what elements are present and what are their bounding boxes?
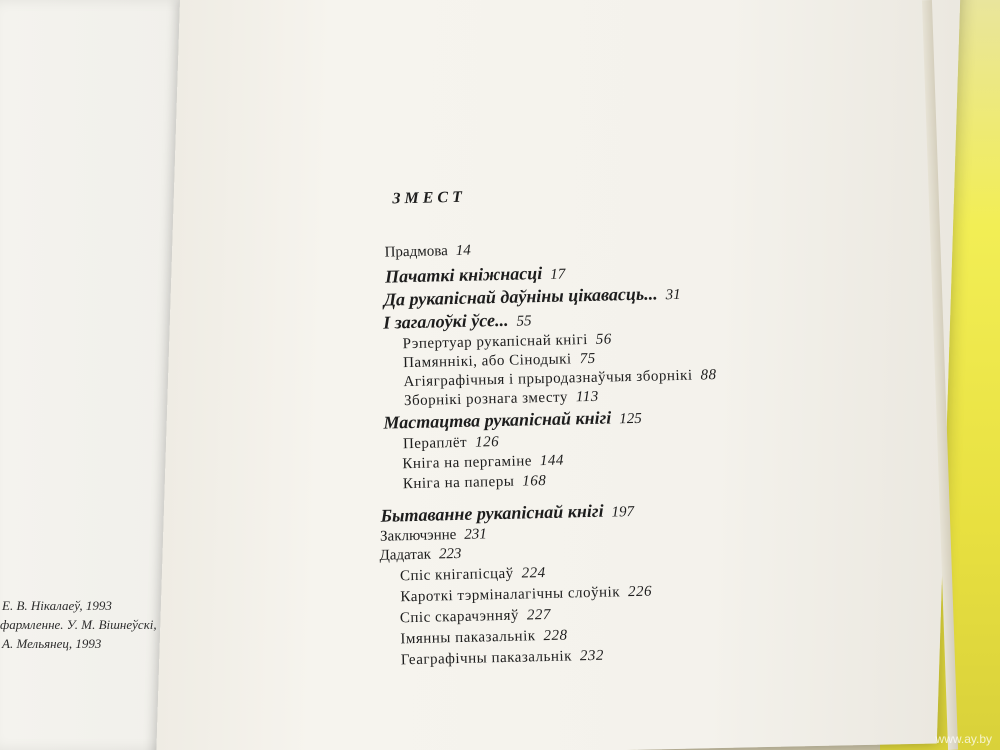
toc-entry-text: Рэпертуар рукапіснай кнігі bbox=[402, 331, 588, 353]
toc-entry-text: Агіяграфічныя і прыродазнаўчыя зборнікі bbox=[403, 367, 693, 391]
toc-entry-page: 113 bbox=[575, 388, 599, 406]
toc-entry-page: 197 bbox=[611, 503, 635, 521]
toc-entry-text: Да рукапіснай даўніны цікавасць... bbox=[383, 283, 658, 310]
toc-entry-page: 88 bbox=[700, 367, 717, 384]
toc-entry-page: 227 bbox=[526, 606, 552, 624]
toc-entry-page: 224 bbox=[521, 565, 546, 582]
toc-entry bbox=[404, 389, 599, 410]
toc-entry-text: Памяннікі, або Сінодыкі bbox=[402, 351, 572, 372]
toc-entry-text: Дадатак bbox=[379, 546, 432, 564]
toc-entry bbox=[402, 453, 564, 474]
toc-entry-page: 226 bbox=[627, 583, 653, 601]
toc-entry bbox=[383, 283, 680, 311]
toc-entry-text: Прадмова bbox=[384, 243, 448, 261]
toc-entry-page: 31 bbox=[665, 286, 681, 304]
toc-entry bbox=[379, 546, 461, 565]
toc-entry bbox=[380, 500, 634, 527]
toc-entry-text: Кароткі тэрміналагічны слоўнік bbox=[400, 584, 621, 606]
toc-entry-page: 17 bbox=[550, 266, 566, 283]
toc-entry-page: 55 bbox=[516, 313, 532, 330]
toc-entry bbox=[400, 628, 568, 649]
toc-entry bbox=[384, 243, 471, 262]
toc-entry bbox=[385, 262, 566, 287]
credit-line: А. Мельянец, 1993 bbox=[2, 636, 102, 651]
toc-entry bbox=[383, 407, 642, 434]
toc-entry bbox=[403, 331, 612, 353]
toc-entry-page: 14 bbox=[455, 242, 471, 259]
toc-entry-page: 144 bbox=[539, 452, 565, 470]
toc-entry-text: Зборнікі рознага зместу bbox=[403, 389, 569, 410]
toc-entry-text: Пачаткі кніжнасці bbox=[384, 263, 543, 287]
toc-entry bbox=[400, 607, 551, 627]
toc-entry-text: Геаграфічны паказальнік bbox=[400, 648, 573, 669]
toc-entry-page: 232 bbox=[579, 647, 605, 665]
toc-entry-text: Імянны паказальнік bbox=[400, 628, 536, 648]
toc-entry-page: 223 bbox=[438, 545, 462, 563]
toc-entry-page: 56 bbox=[595, 331, 612, 348]
credit-line: фармленне. У. М. Вішнеўскі, bbox=[0, 617, 157, 632]
toc-entry-page: 75 bbox=[579, 350, 596, 368]
toc-entry-text: Бытаванне рукапіснай кнігі bbox=[380, 500, 604, 526]
toc-entry bbox=[403, 351, 596, 372]
toc-title: ЗМЕСТ bbox=[392, 188, 467, 208]
toc-entry-page: 126 bbox=[474, 434, 500, 451]
toc-entry bbox=[403, 434, 500, 453]
credit-line: Е. В. Нікалаеў, 1993 bbox=[2, 598, 112, 613]
toc-entry-text: Спіс кнігапісцаў bbox=[399, 565, 514, 585]
toc-entry-page: 231 bbox=[464, 526, 488, 543]
toc-entry bbox=[380, 526, 487, 545]
toc-entry-text: Кніга на пергаміне bbox=[402, 453, 533, 473]
toc-entry-text: Спіс скарачэнняў bbox=[399, 607, 520, 627]
toc-entry-page: 228 bbox=[543, 627, 568, 645]
toc-entry-text: Мастацтва рукапіснай кнігі bbox=[383, 407, 612, 433]
toc-entry-text: Кніга на паперы bbox=[402, 473, 515, 493]
watermark: www.ay.by bbox=[935, 732, 992, 746]
toc-entry bbox=[400, 565, 546, 585]
toc-entry bbox=[400, 584, 652, 607]
toc-entry bbox=[383, 309, 532, 333]
toc-entry-text: Заключэнне bbox=[379, 527, 457, 545]
toc-entry-text: І загалоўкі ўсе... bbox=[382, 309, 509, 333]
toc-entry-page: 125 bbox=[619, 410, 643, 428]
toc-entry-page: 168 bbox=[522, 472, 547, 490]
toc-entry bbox=[401, 648, 604, 670]
toc-entry bbox=[403, 473, 547, 493]
toc-entry-text: Пераплёт bbox=[402, 434, 468, 453]
